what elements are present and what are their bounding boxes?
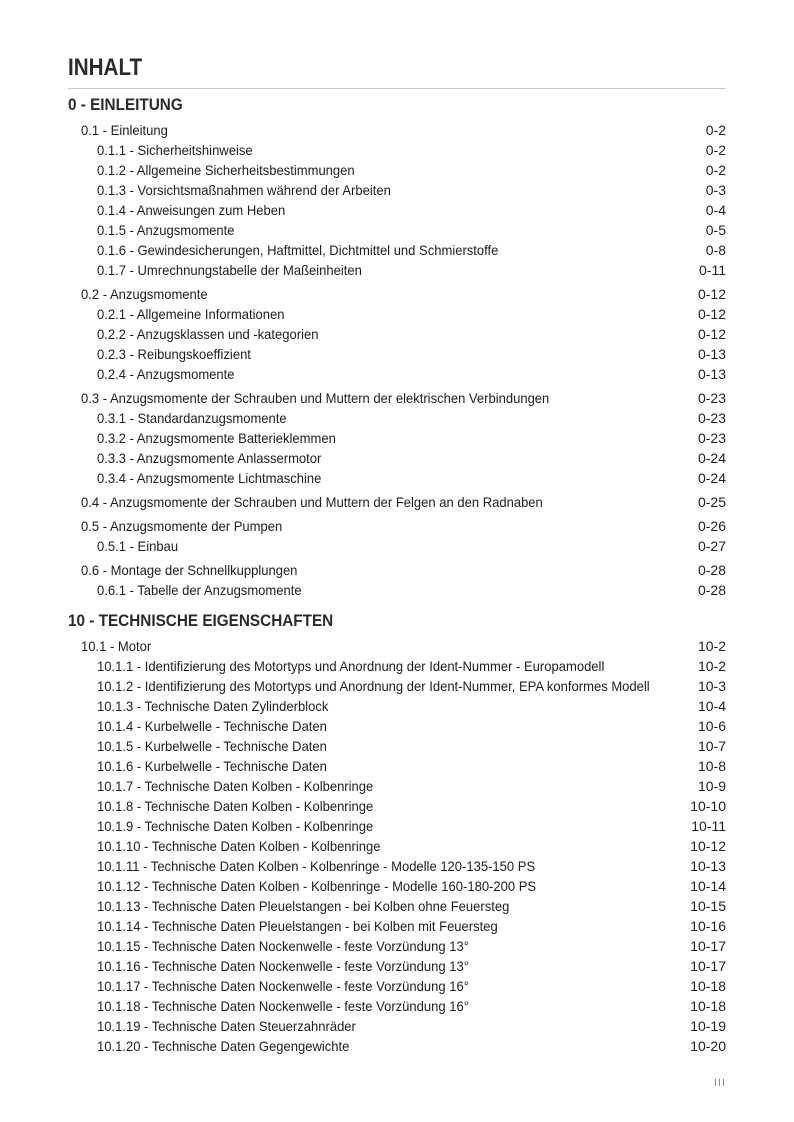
toc-entry-label: 10.1.15 - Technische Daten Nockenwelle - feste Vorzündung 13°: [97, 938, 469, 954]
toc-entry-label: 0.1.7 - Umrechnungstabelle der Maßeinheiten: [97, 262, 362, 278]
toc-subentry[interactable]: [0, 580, 726, 600]
toc-subentry[interactable]: [0, 836, 726, 856]
toc-entry[interactable]: [0, 120, 726, 140]
toc-entry-page-number: 0-13: [697, 366, 726, 382]
toc-entry-label: 0.6 - Montage der Schnellkupplungen: [81, 562, 298, 578]
toc-entry-label: 0.3.4 - Anzugsmomente Lichtmaschine: [97, 470, 322, 486]
toc-subentry[interactable]: [0, 796, 726, 816]
toc-subentry[interactable]: [0, 996, 726, 1016]
toc-entry-label: 0.3 - Anzugsmomente der Schrauben und Muttern der elektrischen Verbindungen: [81, 390, 550, 406]
toc-entry-page-number: 0-4: [705, 202, 726, 218]
toc-entry-label: 0.3.2 - Anzugsmomente Batterieklemmen: [97, 430, 336, 446]
toc-entry-page-number: 10-12: [690, 838, 726, 854]
toc-entry[interactable]: [0, 636, 726, 656]
toc-entry-page-number: 10-3: [697, 678, 726, 694]
toc-entry-label: 10.1.11 - Technische Daten Kolben - Kolbenringe - Modelle 120-135-150 PS: [97, 858, 536, 874]
toc-entry-label: 0.3.1 - Standardanzugsmomente: [97, 410, 287, 426]
toc-entry-page-number: 10-20: [690, 1038, 726, 1054]
toc-entry-label: 0.1.5 - Anzugsmomente: [97, 222, 235, 238]
toc-entry-page-number: 0-23: [697, 390, 726, 406]
toc-entry-page-number: 10-7: [697, 738, 726, 754]
toc-entry-label: 10.1.5 - Kurbelwelle - Technische Daten: [97, 738, 327, 754]
toc-entry-page-number: 10-19: [690, 1018, 726, 1034]
toc-subentry[interactable]: [0, 160, 726, 180]
toc-entry-label: 0.6.1 - Tabelle der Anzugsmomente: [97, 582, 302, 598]
toc-subentry[interactable]: [0, 448, 726, 468]
toc-entry-page-number: 0-12: [697, 306, 726, 322]
toc-entry-label: 0.1.1 - Sicherheitshinweise: [97, 142, 253, 158]
toc-subentry[interactable]: [0, 304, 726, 324]
toc-subentry[interactable]: [0, 536, 726, 556]
toc-subentry[interactable]: [0, 816, 726, 836]
toc-entry-label: 10.1.17 - Technische Daten Nockenwelle - feste Vorzündung 16°: [97, 978, 469, 994]
toc-entry-label: 10.1.18 - Technische Daten Nockenwelle - feste Vorzündung 16°: [97, 998, 469, 1014]
toc-entry-label: 10.1.20 - Technische Daten Gegengewichte: [97, 1038, 350, 1054]
toc-subentry[interactable]: [0, 676, 726, 696]
toc-entry-page-number: 0-2: [705, 162, 726, 178]
toc-entry-page-number: 0-12: [697, 286, 726, 302]
toc-entry-label: 10.1.4 - Kurbelwelle - Technische Daten: [97, 718, 327, 734]
toc-entry-page-number: 10-14: [690, 878, 726, 894]
toc-entry[interactable]: [0, 388, 726, 408]
toc-entry-label: 0.2.4 - Anzugsmomente: [97, 366, 235, 382]
toc-subentry[interactable]: [0, 756, 726, 776]
toc-subentry[interactable]: [0, 736, 726, 756]
toc-subentry[interactable]: [0, 936, 726, 956]
toc-entry-label: 10.1.16 - Technische Daten Nockenwelle - feste Vorzündung 13°: [97, 958, 469, 974]
toc-subentry[interactable]: [0, 1036, 726, 1056]
toc-entry-page-number: 0-12: [697, 326, 726, 342]
toc-entry-page-number: 0-11: [699, 262, 726, 278]
toc-subentry[interactable]: [0, 140, 726, 160]
toc-subentry[interactable]: [0, 876, 726, 896]
toc-subentry[interactable]: [0, 428, 726, 448]
toc-entry-page-number: 10-10: [690, 798, 726, 814]
toc-entry-label: 0.5.1 - Einbau: [97, 538, 179, 554]
toc-entry-page-number: 0-24: [697, 450, 726, 466]
toc-entry-label: 0.2.1 - Allgemeine Informationen: [97, 306, 285, 322]
toc-entry-page-number: 10-18: [690, 998, 726, 1014]
toc-subentry[interactable]: [0, 976, 726, 996]
toc-entry-page-number: 10-11: [691, 818, 726, 834]
toc-entry-label: 0.1.3 - Vorsichtsmaßnahmen während der Arbeiten: [97, 182, 391, 198]
toc-entry-label: 0.3.3 - Anzugsmomente Anlassermotor: [97, 450, 322, 466]
toc-entry-label: 0.5 - Anzugsmomente der Pumpen: [81, 518, 283, 534]
toc-entry-page-number: 0-3: [705, 182, 726, 198]
toc-entry-page-number: 10-2: [697, 638, 726, 654]
toc-entry-page-number: 10-8: [697, 758, 726, 774]
section-heading: 0 - EINLEITUNG: [68, 95, 183, 114]
toc-entry-label: 10.1.13 - Technische Daten Pleuelstangen - bei Kolben ohne Feuersteg: [97, 898, 510, 914]
toc-entry-page-number: 0-28: [697, 582, 726, 598]
toc-entry-label: 10.1 - Motor: [81, 638, 152, 654]
toc-subentry[interactable]: [0, 364, 726, 384]
toc-entry-page-number: 10-15: [690, 898, 726, 914]
toc-entry-label: 10.1.3 - Technische Daten Zylinderblock: [97, 698, 329, 714]
toc-entry-page-number: 0-13: [697, 346, 726, 362]
toc-entry-label: 0.1.4 - Anweisungen zum Heben: [97, 202, 286, 218]
toc-entry[interactable]: [0, 516, 726, 536]
toc-entry-label: 0.2.3 - Reibungskoeffizient: [97, 346, 251, 362]
page-title: INHALT: [68, 54, 143, 81]
toc-subentry[interactable]: [0, 344, 726, 364]
toc-entry-label: 0.1.6 - Gewindesicherungen, Haftmittel, Dichtmittel und Schmierstoffe: [97, 242, 499, 258]
toc-entry-page-number: 0-26: [697, 518, 726, 534]
toc-entry-label: 10.1.1 - Identifizierung des Motortyps und Anordnung der Ident-Nummer - Europamodell: [97, 658, 605, 674]
toc-entry-page-number: 0-27: [697, 538, 726, 554]
toc-entry-page-number: 10-18: [690, 978, 726, 994]
toc-entry-page-number: 10-17: [690, 958, 726, 974]
page-number: III: [713, 1077, 726, 1089]
toc-subentry[interactable]: [0, 408, 726, 428]
toc-entry-label: 0.1.2 - Allgemeine Sicherheitsbestimmungen: [97, 162, 355, 178]
title-divider: [68, 88, 726, 89]
toc-entry-page-number: 0-8: [705, 242, 726, 258]
toc-entry-page-number: 10-6: [697, 718, 726, 734]
toc-entry-page-number: 0-2: [705, 122, 726, 138]
toc-entry[interactable]: [0, 284, 726, 304]
toc-entry-label: 10.1.14 - Technische Daten Pleuelstangen - bei Kolben mit Feuersteg: [97, 918, 498, 934]
toc-entry-page-number: 0-2: [705, 142, 726, 158]
toc-subentry[interactable]: [0, 716, 726, 736]
toc-entry-label: 0.1 - Einleitung: [81, 122, 168, 138]
toc-entry-page-number: 10-4: [697, 698, 726, 714]
toc-entry-page-number: 10-9: [697, 778, 726, 794]
toc-entry[interactable]: [0, 560, 726, 580]
toc-entry-label: 10.1.19 - Technische Daten Steuerzahnräder: [97, 1018, 356, 1034]
toc-entry-label: 0.4 - Anzugsmomente der Schrauben und Muttern der Felgen an den Radnaben: [81, 494, 543, 510]
toc-entry-page-number: 10-16: [690, 918, 726, 934]
toc-subentry[interactable]: [0, 956, 726, 976]
toc-entry-page-number: 0-25: [697, 494, 726, 510]
toc-entry-label: 0.2 - Anzugsmomente: [81, 286, 208, 302]
toc-entry-page-number: 0-5: [705, 222, 726, 238]
toc-entry[interactable]: [0, 492, 726, 512]
toc-entry-page-number: 10-13: [690, 858, 726, 874]
toc-entry-page-number: 0-28: [697, 562, 726, 578]
toc-subentry[interactable]: [0, 1016, 726, 1036]
toc-entry-label: 10.1.6 - Kurbelwelle - Technische Daten: [97, 758, 327, 774]
toc-entry-label: 10.1.9 - Technische Daten Kolben - Kolbenringe: [97, 818, 374, 834]
toc-subentry[interactable]: [0, 200, 726, 220]
toc-entry-page-number: 0-23: [697, 410, 726, 426]
toc-entry-label: 10.1.2 - Identifizierung des Motortyps und Anordnung der Ident-Nummer, EPA konformes Modell: [97, 678, 650, 694]
toc-subentry[interactable]: [0, 468, 726, 488]
toc-entry-label: 10.1.7 - Technische Daten Kolben - Kolbenringe: [97, 778, 374, 794]
toc-entry-page-number: 0-23: [697, 430, 726, 446]
toc-entry-label: 10.1.8 - Technische Daten Kolben - Kolbenringe: [97, 798, 374, 814]
toc-subentry[interactable]: [0, 220, 726, 240]
toc-subentry[interactable]: [0, 776, 726, 796]
toc-subentry[interactable]: [0, 260, 726, 280]
toc-subentry[interactable]: [0, 324, 726, 344]
toc-entry-page-number: 0-24: [697, 470, 726, 486]
toc-subentry[interactable]: [0, 916, 726, 936]
toc-subentry[interactable]: [0, 896, 726, 916]
toc-entry-label: 10.1.12 - Technische Daten Kolben - Kolbenringe - Modelle 160-180-200 PS: [97, 878, 537, 894]
section-heading: 10 - TECHNISCHE EIGENSCHAFTEN: [68, 611, 334, 630]
toc-subentry[interactable]: [0, 240, 726, 260]
toc-entry-label: 10.1.10 - Technische Daten Kolben - Kolbenringe: [97, 838, 381, 854]
toc-subentry[interactable]: [0, 856, 726, 876]
toc-entry-page-number: 10-17: [690, 938, 726, 954]
toc-entry-page-number: 10-2: [697, 658, 726, 674]
toc-subentry[interactable]: [0, 656, 726, 676]
toc-subentry[interactable]: [0, 696, 726, 716]
toc-entry-label: 0.2.2 - Anzugsklassen und -kategorien: [97, 326, 319, 342]
toc-subentry[interactable]: [0, 180, 726, 200]
